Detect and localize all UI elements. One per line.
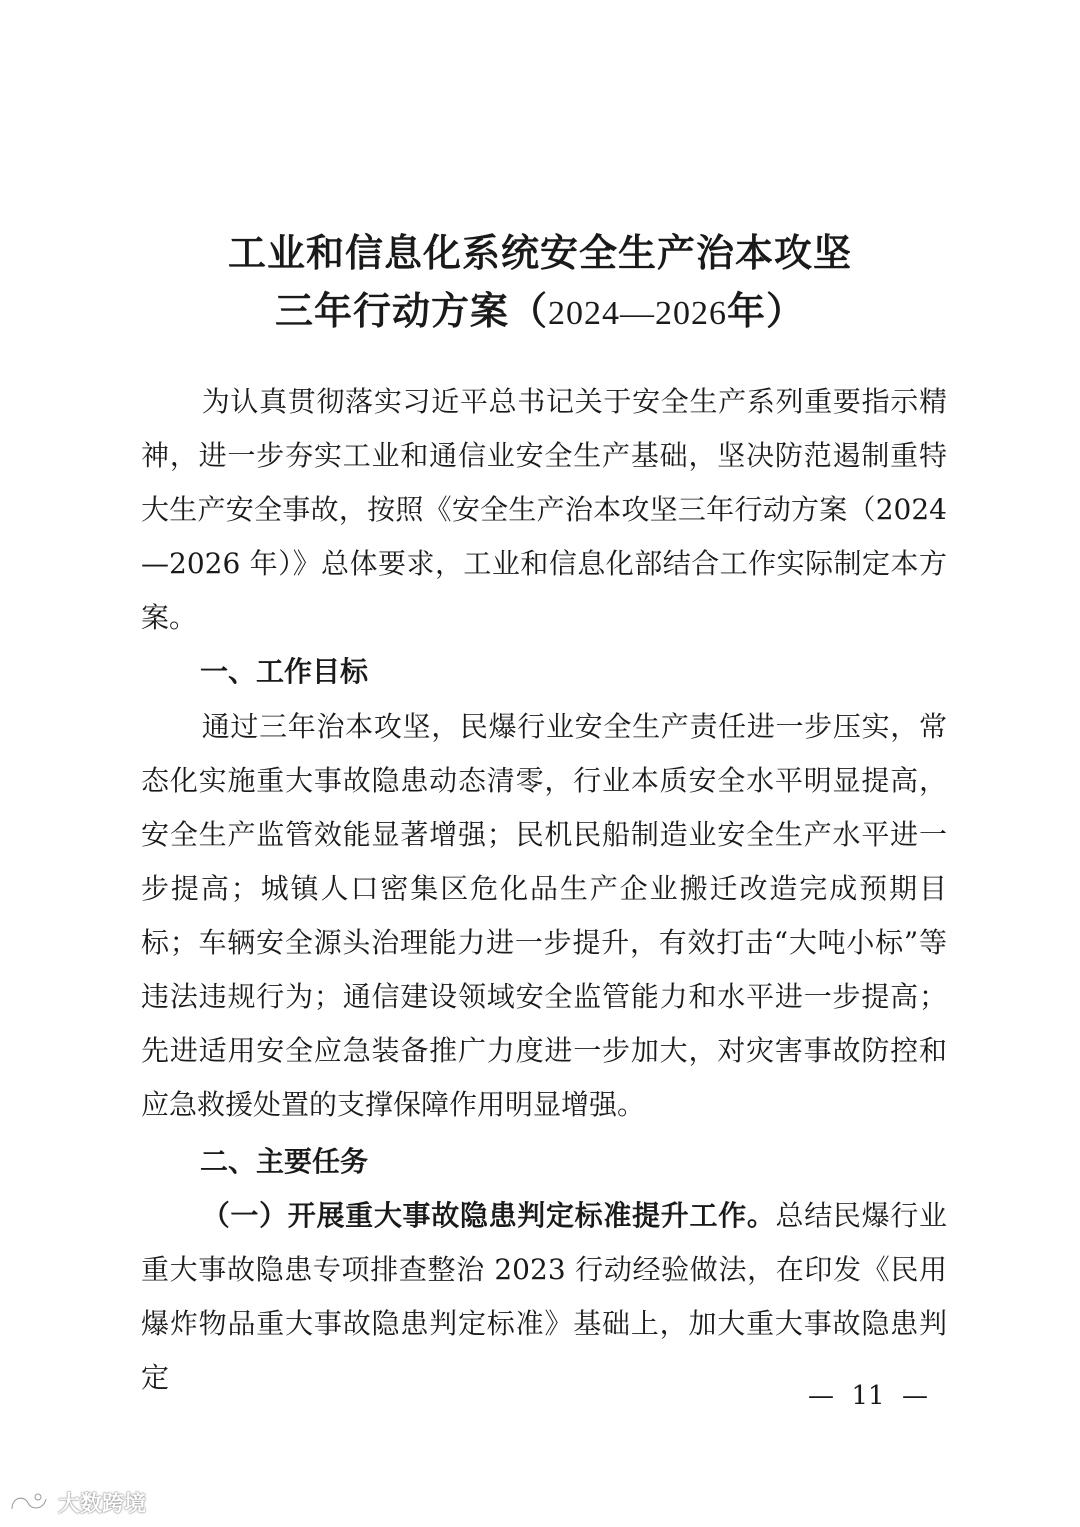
page-dash-right: — — [902, 1381, 928, 1411]
watermark — [8, 1487, 146, 1518]
intro-text: 为认真贯彻落实习近平总书记关于安全生产系列重要指示精神，进一步夯实工业和通信业安全生产基础，坚决防范遏制重特大生产安全事故，按照《安全生产治本攻坚三年行动方案（2024—2026 年）》总体要求，工业和信息化部结合工作实际制定本方案。 — [141, 385, 947, 634]
document-title-line1: 工业和信息化系统安全生产治本攻坚 — [227, 231, 852, 275]
page-number-value: 11 — [851, 1381, 885, 1411]
page-number — [808, 1381, 928, 1411]
watermark-text: 大数跨境 — [58, 1492, 147, 1517]
task1-text: 总结民爆行业重大事故隐患专项排查整治 2023 行动经验做法，在印发《民用爆炸物品重大事故隐患判定标准》基础上，加大重大事故隐患判定 — [141, 1199, 947, 1394]
watermark-logo-icon — [8, 1489, 52, 1517]
section2-heading: 二、主要任务 — [200, 1145, 369, 1178]
intro-paragraph — [141, 375, 947, 645]
page-dash-left: — — [808, 1381, 834, 1411]
section1-paragraph — [141, 700, 947, 1132]
title-line2-suffix: 年） — [727, 289, 806, 333]
task1-lead: （一）开展重大事故隐患判定标准提升工作。 — [201, 1199, 776, 1232]
section1-heading: 一、工作目标 — [200, 655, 369, 688]
document-title-line2 — [0, 280, 1080, 335]
title-line2-years: 2024—2026 — [548, 295, 727, 332]
task1-paragraph — [141, 1189, 947, 1405]
section1-text: 通过三年治本攻坚，民爆行业安全生产责任进一步压实，常态化实施重大事故隐患动态清零，行业本质安全水平明显提高，安全生产监管效能显著增强；民机民船制造业安全生产水平进一步提高；城镇人口密集区危化品生产企业搬迁改造完成预期目标；车辆安全源头治理能力进一步提升，有效打击“大吨小标”等违法违规行为；通信建设领域安全监管能力和水平进一步提高；先进适用安全应急装备推广力度进一步加大，对灾害事故防控和应急救援处置的支撑保障作用明显增强。 — [141, 710, 947, 1121]
title-line2-prefix: 三年行动方案（ — [274, 289, 548, 333]
